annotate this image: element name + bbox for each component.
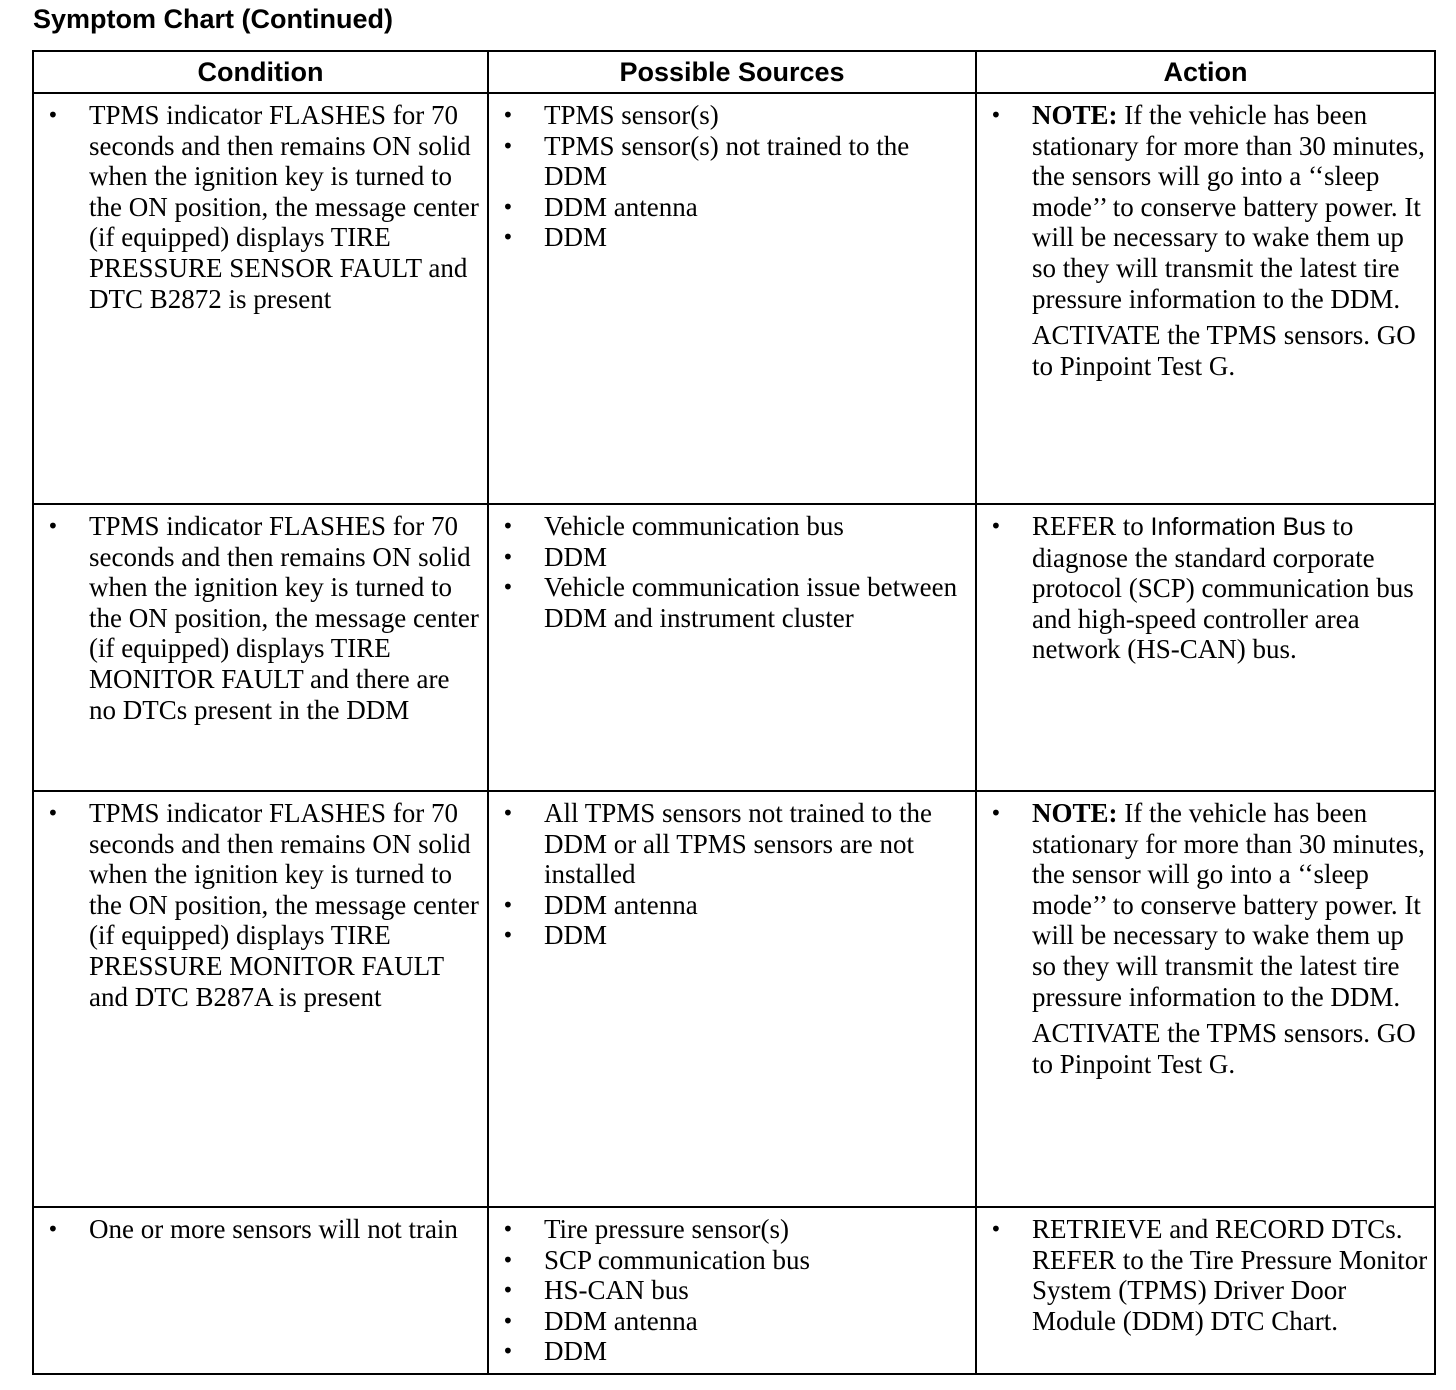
condition-header: Condition (33, 51, 488, 93)
note-text: If the vehicle has been stationary for more than 30 minutes, the sensor will go into a ‘‘sleep mode’’ to conserve battery power. It will be necessary to wake them up so they will transmit the latest tire pressure information to the DDM. (1032, 798, 1425, 1012)
source-item: • DDM antenna (489, 890, 971, 921)
action-post-text: to diagnose the standard corporate protocol (SCP) communication bus and high-speed controller area network (HS-CAN) bus. (1032, 511, 1414, 665)
condition-cell (33, 791, 488, 1207)
condition-text: • TPMS indicator FLASHES for 70 seconds and then remains ON solid when the ignition key is turned to the ON position, the message center (if equipped) displays TIRE MONITOR FAULT and there are no DTCs present in the DDM (34, 511, 483, 725)
source-item: • TPMS sensor(s) (489, 100, 971, 131)
action-cell (976, 1207, 1435, 1374)
condition-text: • TPMS indicator FLASHES for 70 seconds and then remains ON solid when the ignition key is turned to the ON position, the message center (if equipped) displays TIRE PRESSURE MONITOR FAULT and DTC B287A is present (34, 798, 483, 1012)
sources-cell (488, 791, 976, 1207)
action-header: Action (976, 51, 1435, 93)
condition-text: • TPMS indicator FLASHES for 70 seconds and then remains ON solid when the ignition key is turned to the ON position, the message center (if equipped) displays TIRE PRESSURE SENSOR FAULT and DTC B2872 is present (34, 100, 483, 314)
table-row (33, 93, 1435, 504)
action-note (977, 798, 1430, 1012)
condition-cell (33, 504, 488, 791)
note-text: If the vehicle has been stationary for more than 30 minutes, the sensors will go into a ‘‘sleep mode’’ to conserve battery power. It will be necessary to wake them up so they will transmit the latest tire pressure information to the DDM. (1032, 100, 1425, 314)
source-item: • Vehicle communication issue between DDM and instrument cluster (489, 572, 971, 633)
action-item: • RETRIEVE and RECORD DTCs. REFER to the Tire Pressure Monitor System (TPMS) Driver Door Module (DDM) DTC Chart. (977, 1214, 1430, 1336)
sources-cell (488, 504, 976, 791)
source-item: • DDM (489, 1336, 971, 1367)
condition-text: • One or more sensors will not train (34, 1214, 483, 1245)
source-item: • DDM (489, 542, 971, 573)
action-cell (976, 791, 1435, 1207)
condition-cell (33, 93, 488, 504)
table-header-row (33, 51, 1435, 93)
note-label: NOTE: (1032, 100, 1118, 130)
condition-cell (33, 1207, 488, 1374)
source-item: • HS-CAN bus (489, 1275, 971, 1306)
action-item (977, 511, 1430, 665)
page-title: Symptom Chart (Continued) (33, 4, 393, 34)
source-item: • DDM antenna (489, 192, 971, 223)
source-item: • DDM (489, 920, 971, 951)
source-item: • Vehicle communication bus (489, 511, 971, 542)
information-bus-reference: Information Bus (1150, 513, 1326, 541)
table-row (33, 1207, 1435, 1374)
source-item: • Tire pressure sensor(s) (489, 1214, 971, 1245)
action-note (977, 100, 1430, 314)
sources-cell (488, 93, 976, 504)
source-item: • All TPMS sensors not trained to the DDM or all TPMS sensors are not installed (489, 798, 971, 890)
action-text: ACTIVATE the TPMS sensors. GO to Pinpoint Test G. (1032, 1018, 1416, 1079)
note-label: NOTE: (1032, 798, 1118, 828)
table-row (33, 791, 1435, 1207)
source-item: • DDM antenna (489, 1306, 971, 1337)
possible-sources-header: Possible Sources (488, 51, 976, 93)
source-item: • DDM (489, 222, 971, 253)
source-item: • TPMS sensor(s) not trained to the DDM (489, 131, 971, 192)
sources-cell (488, 1207, 976, 1374)
symptom-chart-table (32, 50, 1436, 1375)
table-row (33, 504, 1435, 791)
action-text: ACTIVATE the TPMS sensors. GO to Pinpoint Test G. (1032, 320, 1416, 381)
action-pre-text: REFER to (1032, 511, 1151, 541)
action-cell (976, 504, 1435, 791)
source-item: • SCP communication bus (489, 1245, 971, 1276)
action-cell (976, 93, 1435, 504)
